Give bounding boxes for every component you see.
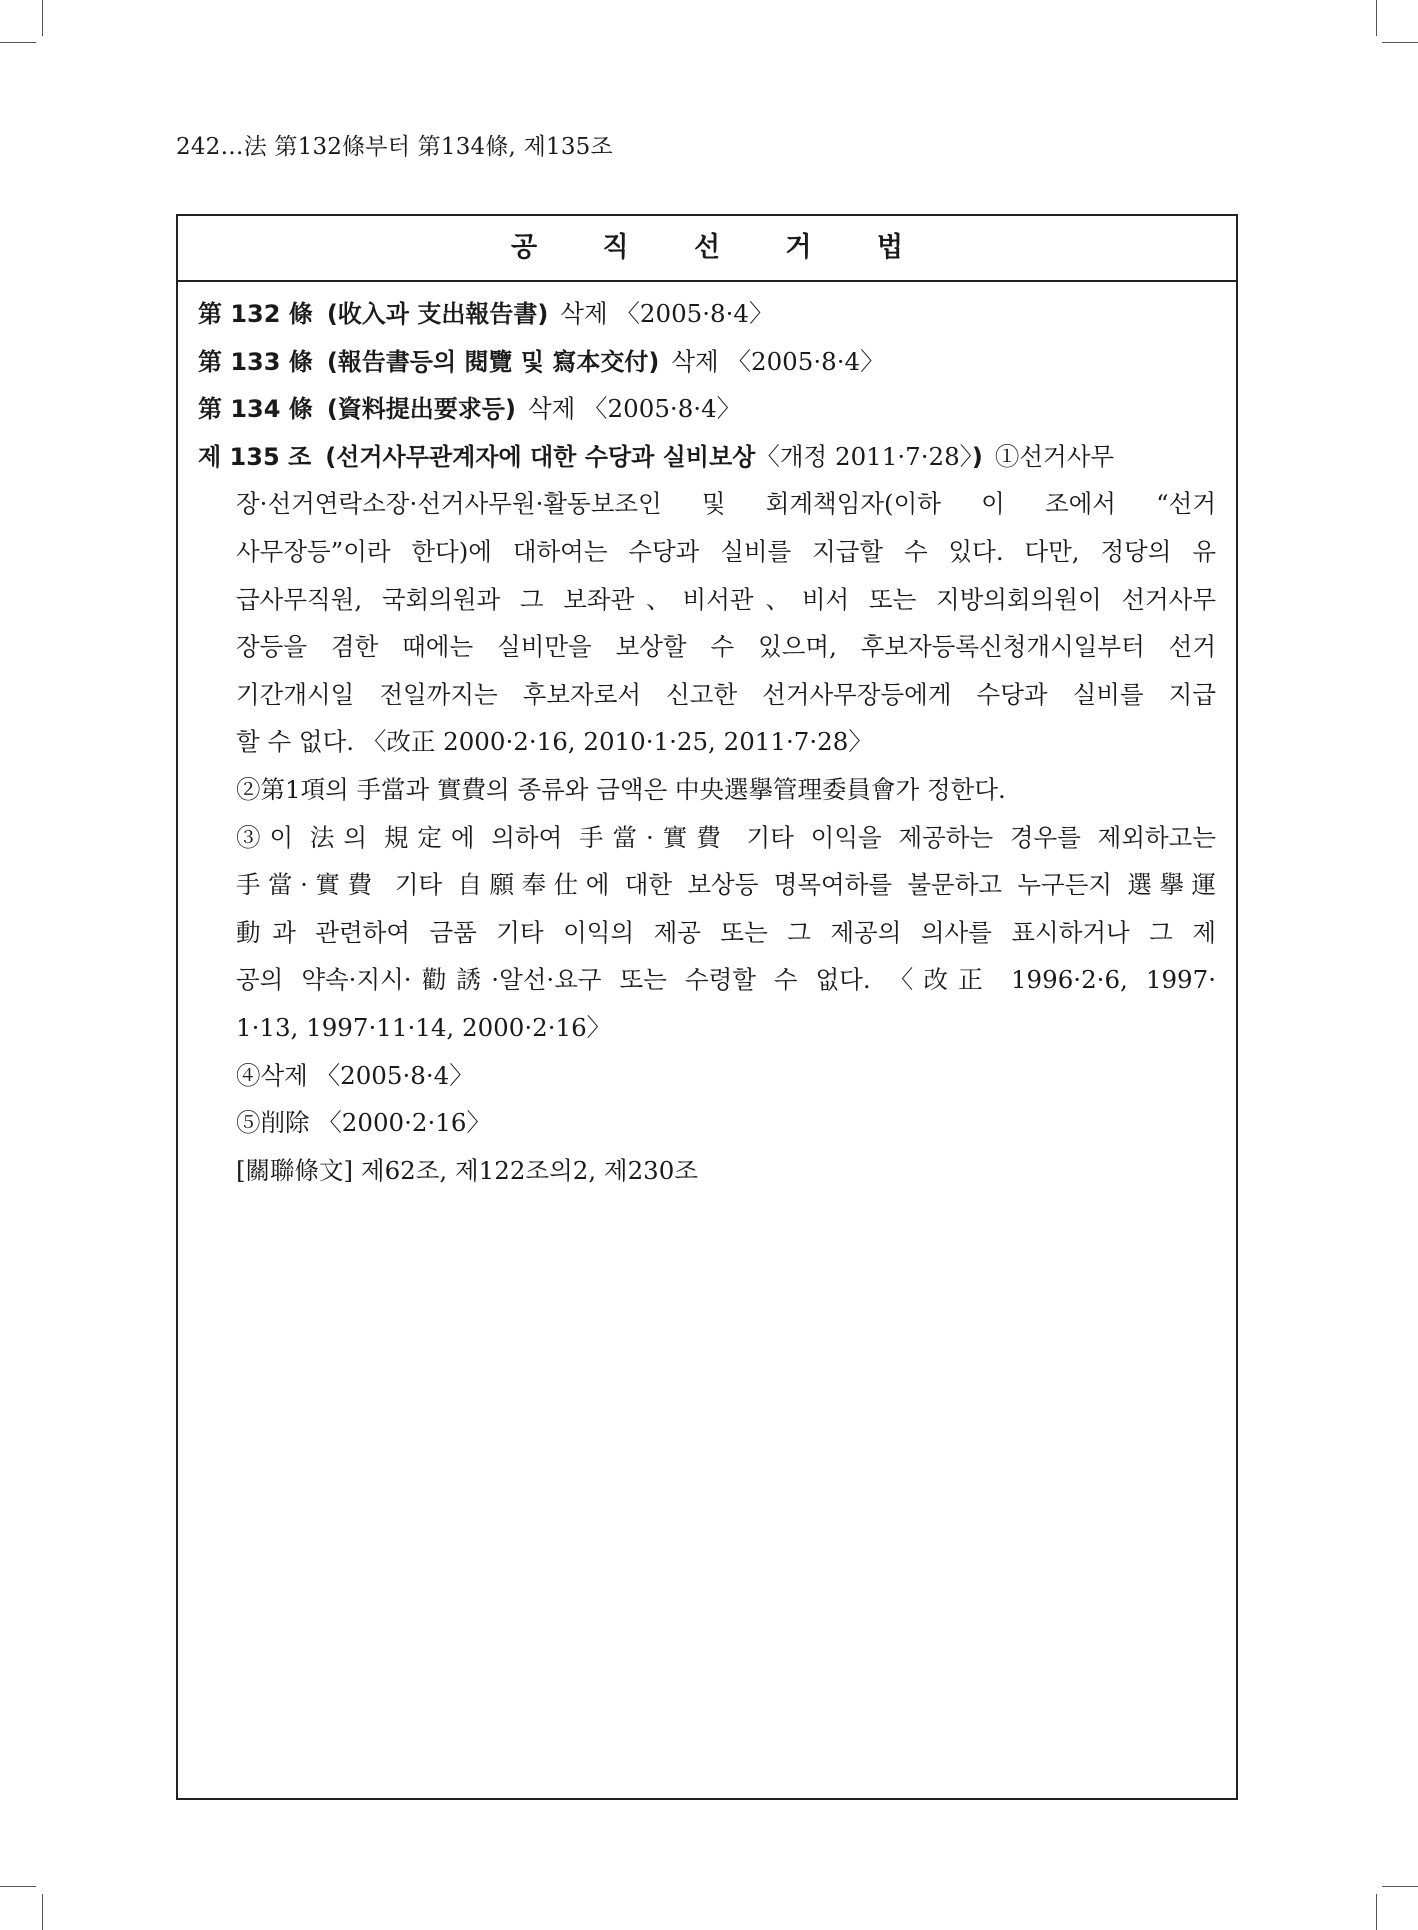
article-132 xyxy=(198,290,1216,338)
crop-mark xyxy=(42,0,43,36)
paragraph-line: 할 수 없다. 〈改正 2000·2·16, 2010·1·25, 2011·7·28〉 xyxy=(236,727,873,757)
article-number: 第 134 條 xyxy=(198,395,313,424)
article-text: 삭제 〈2005·8·4〉 xyxy=(671,346,885,376)
article-caption: (선거사무관계자에 대한 수당과 실비보상 xyxy=(325,442,756,471)
article-number: 제 135 조 xyxy=(198,442,312,471)
crop-mark xyxy=(1382,1886,1418,1887)
article-133 xyxy=(198,338,1216,386)
crop-mark xyxy=(0,1886,36,1887)
article-caption: (報告書등의 閱覽 및 寫本交付) xyxy=(326,347,660,376)
crop-mark xyxy=(1376,1894,1377,1930)
paragraph-3: ③이 法의 規定에 의하여 手當·實費 기타 이익을 제공하는 경우를 제외하고는 xyxy=(236,822,1216,852)
paragraph-line: 기간개시일 전일까지는 후보자로서 신고한 선거사무장등에게 수당과 실비를 지급 xyxy=(236,679,1216,709)
crop-mark xyxy=(42,1894,43,1930)
article-text: 삭제 〈2005·8·4〉 xyxy=(560,299,774,328)
paragraph-line: 1·13, 1997·11·14, 2000·2·16〉 xyxy=(236,1012,612,1042)
paragraph-line: 장등을 겸한 때에는 실비만을 보상할 수 있으며, 후보자등록신청개시일부터 선거 xyxy=(236,632,1216,662)
paragraph-line: 급사무직원, 국회의원과 그 보좌관、비서관、비서 또는 지방의회의원이 선거사무 xyxy=(236,584,1216,614)
crop-mark xyxy=(1382,42,1418,43)
article-caption: (收入과 支出報告書) xyxy=(326,300,549,328)
paragraph-line: 手當·實費 기타 自願奉仕에 대한 보상등 명목여하를 불문하고 누구든지 選擧運 xyxy=(236,870,1216,900)
article-135-heading xyxy=(198,433,1216,481)
law-title: 공 직 선 거 법 xyxy=(178,216,1236,282)
article-number: 第 133 條 xyxy=(198,347,313,376)
paragraph-line: 장·선거연락소장·선거사무원·활동보조인 및 회계책임자(이하 이 조에서 “선거 xyxy=(236,489,1216,519)
caption-close: ) xyxy=(971,442,983,471)
paragraph-line: 動과 관련하여 금품 기타 이익의 제공 또는 그 제공의 의사를 표시하거나 그 제 xyxy=(236,917,1216,947)
paragraph-line: 사무장등”이라 한다)에 대하여는 수당과 실비를 지급할 수 있다. 다만, 정당의 유 xyxy=(236,536,1216,566)
related-articles: [關聯條文] 제62조, 제122조의2, 제230조 xyxy=(236,1155,699,1185)
law-text-box xyxy=(176,214,1238,1800)
crop-mark xyxy=(0,42,36,43)
crop-mark xyxy=(1376,0,1377,36)
paragraph-5: ⑤削除 〈2000·2·16〉 xyxy=(236,1108,491,1138)
amendment-note: 〈개정 2011·7·28〉 xyxy=(755,441,972,471)
paragraph-2: ②第1項의 手當과 實費의 종류와 금액은 中央選擧管理委員會가 정한다. xyxy=(236,774,1006,804)
article-text: 삭제 〈2005·8·4〉 xyxy=(527,394,742,424)
paragraph-1-start: ①선거사무 xyxy=(994,441,1115,471)
running-head: 242…法 第132條부터 第134條, 제135조 xyxy=(176,134,613,160)
article-caption: (資料提出要求등) xyxy=(326,395,516,424)
article-134 xyxy=(198,385,1216,433)
paragraph-line: 공의 약속·지시·勸誘·알선·요구 또는 수령할 수 없다. 〈改正 1996·2·6, 1997· xyxy=(236,965,1216,995)
article-number: 第 132 條 xyxy=(198,300,313,328)
law-body xyxy=(178,282,1236,1194)
paragraph-4: ④삭제 〈2005·8·4〉 xyxy=(236,1060,474,1090)
